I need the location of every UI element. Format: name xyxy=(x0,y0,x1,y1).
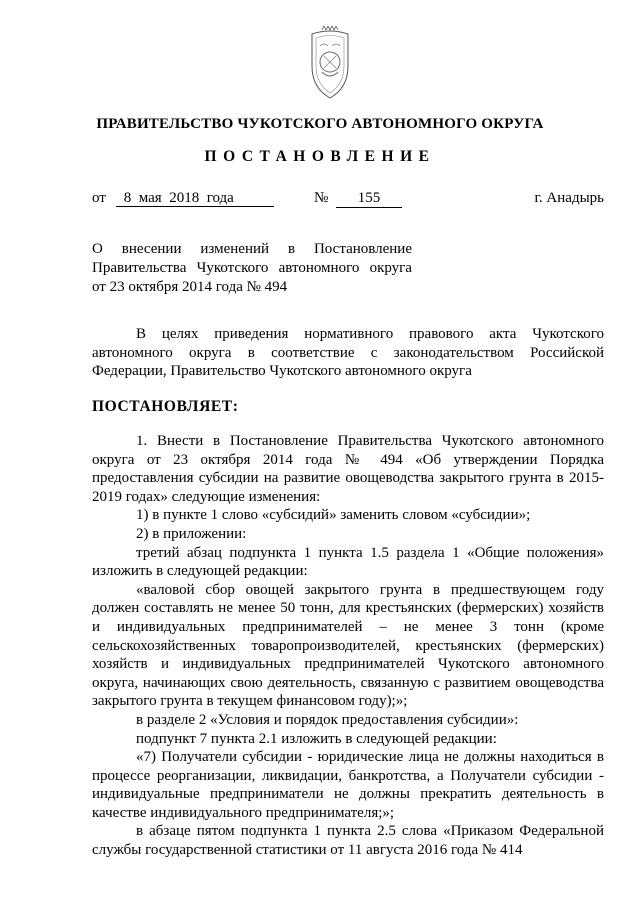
document-subject xyxy=(92,240,412,297)
subject-line-1 xyxy=(92,240,412,259)
coat-of-arms-icon xyxy=(300,26,360,104)
organization-name: ПРАВИТЕЛЬСТВО ЧУКОТСКОГО АВТОНОМНОГО ОКРУГА xyxy=(96,116,544,132)
subject-word: Правительства xyxy=(92,260,187,276)
subject-word: округа xyxy=(369,260,412,276)
body-paragraph: третий абзац подпункта 1 пункта 1.5 раздела 1 «Общие положения» изложить в следующей редакции: xyxy=(92,544,604,580)
date-prefix: от xyxy=(92,190,106,206)
body-paragraph: 1. Внести в Постановление Правительства Чукотского автономного округа от 23 октября 2014 года № 494 «Об утверждении Порядка предоставления субсидии на развитие овощеводства закрытого грунта в 2015-2019 годах» следующие изменения: xyxy=(92,433,604,505)
body-paragraph: 1) в пункте 1 слово «субсидий» заменить словом «субсидии»; xyxy=(136,507,531,524)
subject-word: Постановление xyxy=(313,241,412,257)
body-paragraph: в абзаце пятом подпункта 1 пункта 2.5 слова «Приказом Федеральной службы государственной статистики от 11 августа 2016 года № 414 xyxy=(92,823,604,859)
subject-word: изменений xyxy=(200,241,270,257)
document-date: 8 мая 2018 года xyxy=(116,190,274,207)
document-type: ПОСТАНОВЛЕНИЕ xyxy=(204,148,436,165)
document-number: 155 xyxy=(336,190,402,208)
subject-line-2 xyxy=(92,259,412,278)
body-paragraph: «валовой сбор овощей закрытого грунта в предшествующем году должен составлять не менее 50 тонн, для крестьянских (фермерских) хозяйств и индивидуальных предпринимателей – не менее 3 тонн (кроме сельскохозяйственных товаропроизводителей, крестьянских (фермерских) хозяйств и индивидуальных предпринимателей Чукотского автономного округа, начинающих свою деятельность, связанную с развитием овощеводства закрытого грунта в текущем финансовом году);»; xyxy=(92,581,604,710)
subject-word: в xyxy=(287,241,296,257)
preamble-block xyxy=(92,325,604,381)
resolution-body xyxy=(92,432,604,860)
number-prefix: № xyxy=(314,190,329,206)
body-paragraph: подпункт 7 пункта 2.1 изложить в следующей редакции: xyxy=(136,730,497,747)
body-paragraph: 2) в приложении: xyxy=(136,525,247,542)
body-paragraph: «7) Получатели субсидии - юридические лица не должны находиться в процессе реорганизации, ликвидации, банкротства, а Получатели субсидии - индивидуальные предприниматели не должны прекратить деятельность в качестве индивидуального предпринимателя;»; xyxy=(92,749,604,821)
subject-word: О xyxy=(92,241,103,257)
subject-word: Чукотского xyxy=(196,260,269,276)
resolves-heading: ПОСТАНОВЛЯЕТ: xyxy=(92,398,239,415)
subject-word: автономного xyxy=(278,260,360,276)
subject-word: внесении xyxy=(121,241,182,257)
body-paragraph: в разделе 2 «Условия и порядок предоставления субсидии»: xyxy=(136,711,519,728)
subject-line-3: от 23 октября 2014 года № 494 xyxy=(92,279,288,295)
document-meta-row xyxy=(92,190,604,210)
preamble-paragraph: В целях приведения нормативного правового акта Чукотского автономного округа в соответствие с законодательством Российской Федерации, Правительство Чукотского автономного округа xyxy=(92,326,604,380)
city-name: г. Анадырь xyxy=(534,190,604,206)
